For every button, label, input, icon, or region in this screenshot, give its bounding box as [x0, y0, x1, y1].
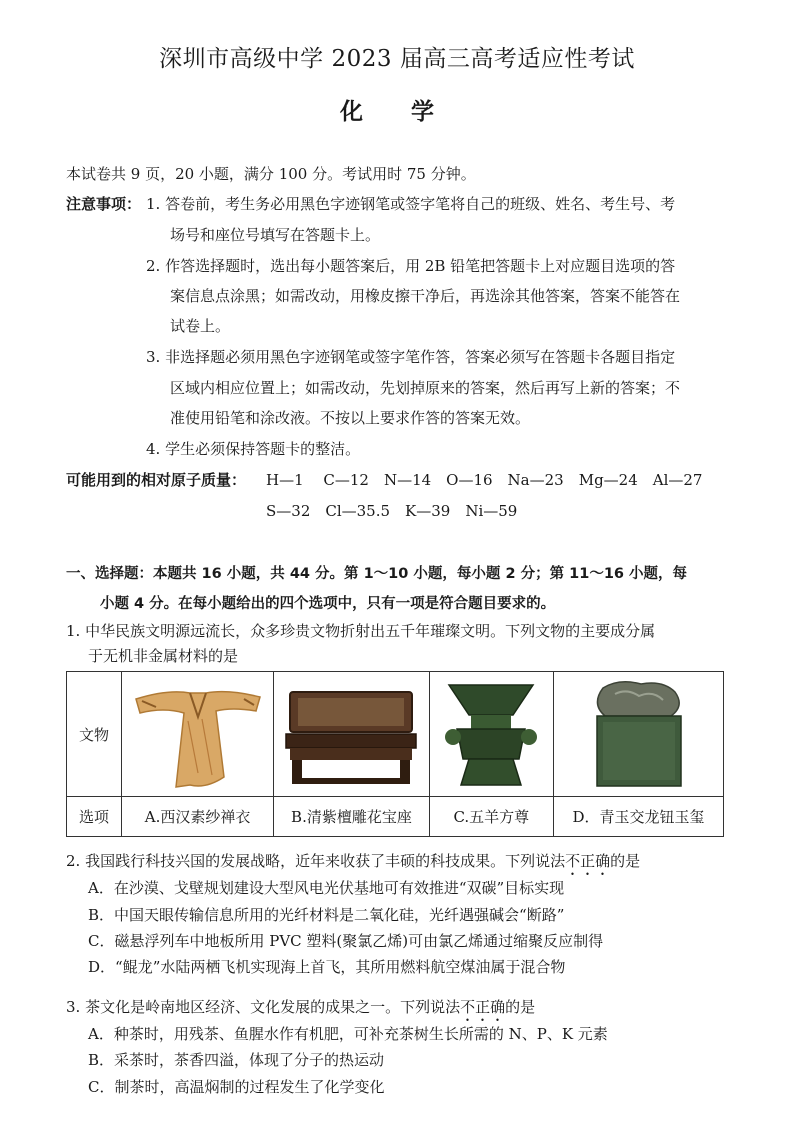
question-3-option-b: B．采茶时，茶香四溢，体现了分子的热运动 — [88, 1051, 385, 1069]
emphasis-not: 不正确 — [565, 852, 611, 870]
notice-label: 注意事项： — [66, 195, 142, 213]
artifact-a-image — [121, 672, 273, 797]
silk-robe-image — [128, 677, 268, 791]
notice-line: 4. 学生必须保持答题卡的整洁。 — [146, 440, 361, 458]
notice-line: 案信息点涂黑；如需改动，用橡皮擦干净后，再选涂其他答案，答案不能答在 — [170, 287, 681, 305]
section-heading: 一、选择题：本题共 16 小题，共 44 分。第 1～10 小题，每小题 2 分；第 11～16 小题，每 — [66, 566, 688, 582]
question-3-option-c: C．制茶时，高温焖制的过程发生了化学变化 — [88, 1078, 385, 1096]
artifact-table — [66, 671, 724, 837]
notice-line: 2. 作答选择题时，选出每小题答案后，用 2B 铅笔把答题卡上对应题目选项的答 — [146, 257, 676, 275]
atomic-mass-line: H—1 C—12 N—14 O—16 Na—23 Mg—24 Al—27 — [266, 471, 703, 489]
question-1-stem: 于无机非金属材料的是 — [88, 647, 239, 665]
question-2-option-a: A．在沙漠、戈壁规划建设大型风电光伏基地可有效推进“双碳”目标实现 — [88, 879, 565, 897]
jade-seal-image — [563, 676, 713, 792]
option-c: C.五羊方尊 — [429, 797, 553, 837]
stem-text: 的是 — [505, 998, 536, 1016]
question-3-stem — [66, 997, 535, 1025]
artifact-c-image — [429, 672, 553, 797]
question-1-stem: 1. 中华民族文明源远流长，众多珍贵文物折射出五千年璀璨文明。下列文物的主要成分属 — [66, 622, 656, 640]
exam-title: 深圳市高级中学 2023 届高三高考适应性考试 — [159, 46, 635, 72]
option-b: B.清紫檀雕花宝座 — [274, 797, 429, 837]
atomic-mass-label: 可能用到的相对原子质量： — [66, 471, 247, 489]
atomic-mass-line: S—32 Cl—35.5 K—39 Ni—59 — [266, 502, 518, 520]
stem-text: 的是 — [610, 852, 641, 870]
option-d: D．青玉交龙钮玉玺 — [553, 797, 723, 837]
stem-text: 3. 茶文化是岭南地区经济、文化发展的成果之一。下列说法 — [66, 998, 461, 1016]
stem-text: 2. 我国践行科技兴国的发展战略，近年来收获了丰硕的科技成果。下列说法 — [66, 852, 566, 870]
subject-title: 化 学 — [339, 99, 454, 125]
artifact-d-image — [553, 672, 723, 797]
artifact-b-image — [274, 672, 429, 797]
question-2-stem — [66, 851, 640, 879]
exam-intro: 本试卷共 9 页，20 小题，满分 100 分。考试用时 75 分钟。 — [66, 165, 476, 183]
throne-image — [280, 678, 422, 790]
row-label-artifact: 文物 — [67, 672, 122, 797]
emphasis-not: 不正确 — [460, 998, 506, 1016]
notice-line: 1. 答卷前，考生务必用黑色字迹钢笔或签字笔将自己的班级、姓名、考生号、考 — [146, 195, 676, 213]
notice-line: 场号和座位号填写在答题卡上。 — [170, 226, 381, 244]
option-a: A.西汉素纱禅衣 — [121, 797, 273, 837]
notice-line: 3. 非选择题必须用黑色字迹钢笔或签字笔作答，答案必须写在答题卡各题目指定 — [146, 348, 676, 366]
bronze-zun-image — [435, 677, 547, 791]
question-3-option-a: A．种茶时，用残茶、鱼腥水作有机肥，可补充茶树生长所需的 N、P、K 元素 — [88, 1025, 608, 1043]
question-2-option-b: B．中国天眼传输信息所用的光纤材料是二氧化硅，光纤遇强碱会“断路” — [88, 906, 565, 924]
question-2-option-d: D．“鲲龙”水陆两栖飞机实现海上首飞，其所用燃料航空煤油属于混合物 — [88, 958, 566, 976]
notice-line: 准使用铅笔和涂改液。不按以上要求作答的答案无效。 — [170, 409, 531, 427]
section-heading: 小题 4 分。在每小题给出的四个选项中，只有一项是符合题目要求的。 — [100, 596, 556, 612]
notice-line: 试卷上。 — [170, 317, 231, 335]
notice-line: 区域内相应位置上；如需改动，先划掉原来的答案，然后再写上新的答案；不 — [170, 379, 681, 397]
row-label-option: 选项 — [67, 797, 122, 837]
question-2-option-c: C．磁悬浮列车中地板所用 PVC 塑料(聚氯乙烯)可由氯乙烯通过缩聚反应制得 — [88, 932, 604, 950]
